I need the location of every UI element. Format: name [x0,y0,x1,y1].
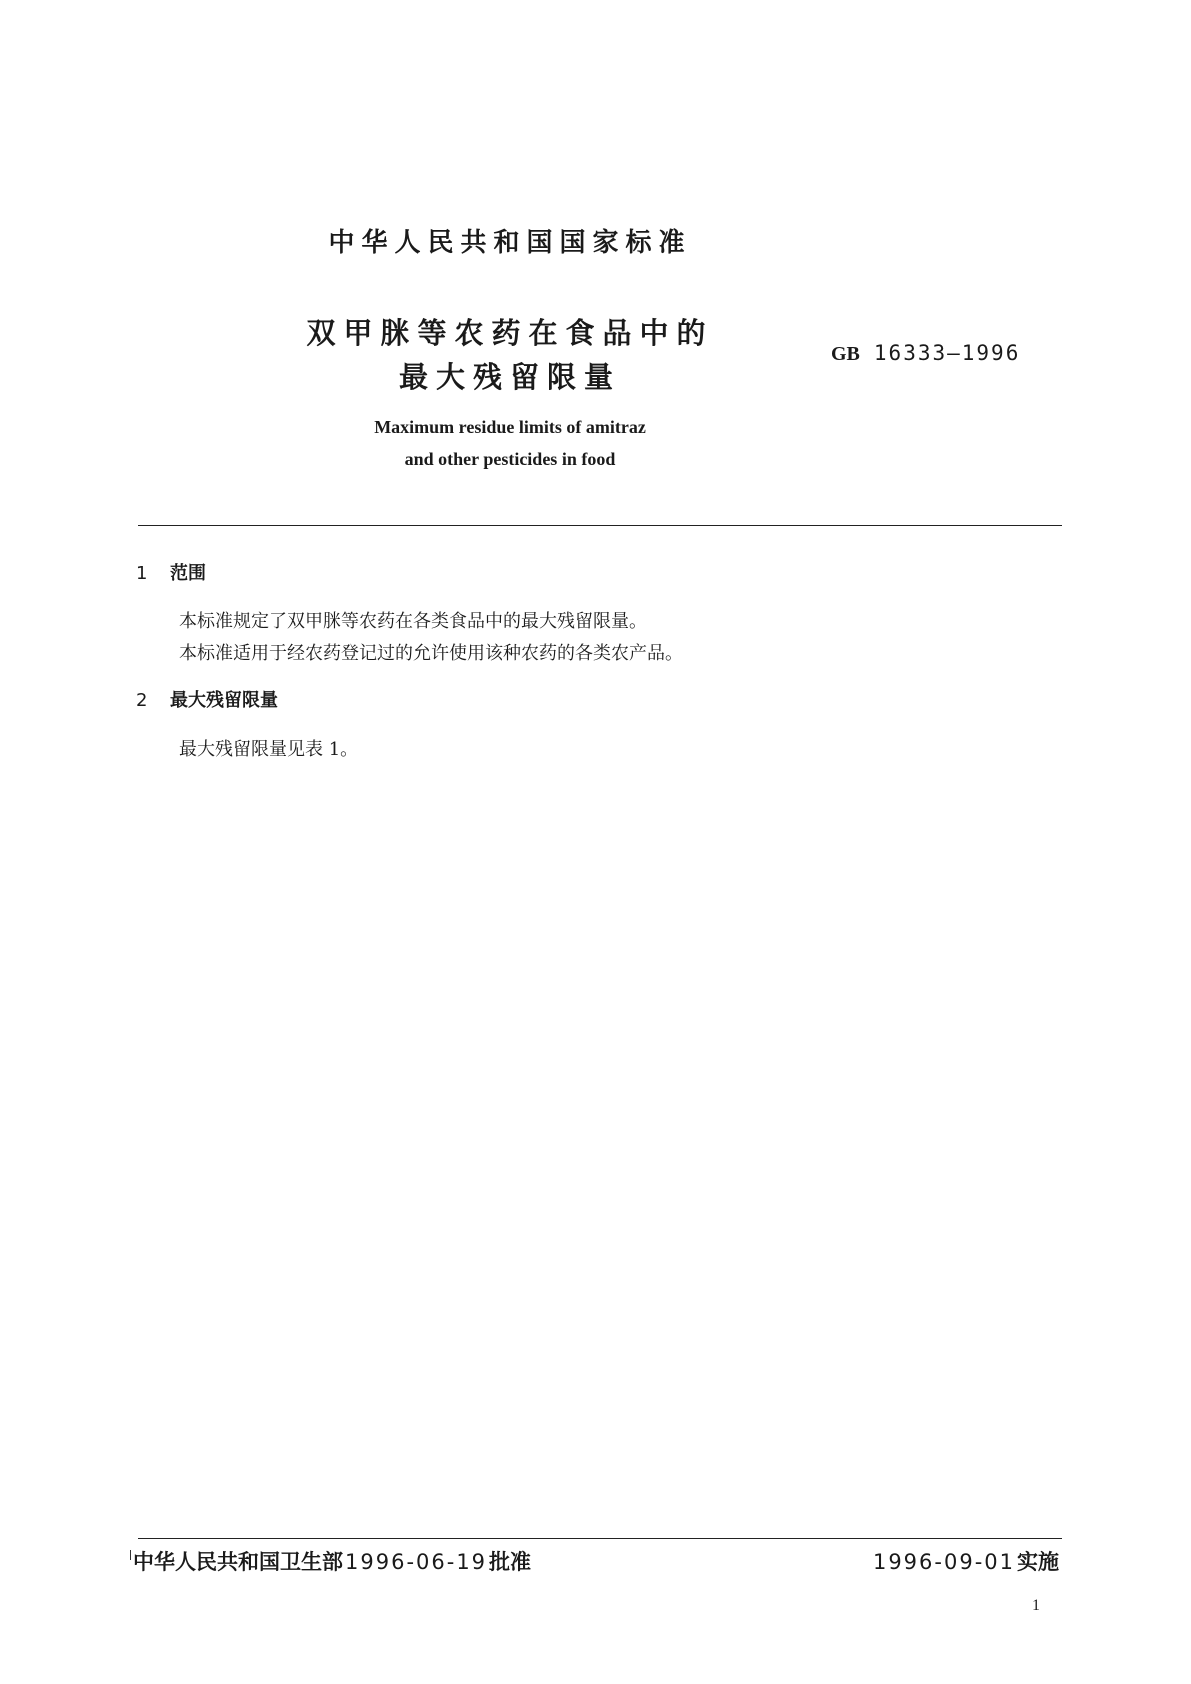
approval-date: 1996-06-19 [345,1550,488,1574]
mrl-paragraph-1: 最大残留限量见表 1。 [179,739,359,760]
page-number: 1 [1032,1597,1040,1614]
standard-title-line-1: 双甲脒等农药在食品中的 [306,316,714,350]
section-number: 2 [136,690,148,711]
footer-divider [138,1538,1062,1539]
section-title: 范围 [170,563,206,584]
scan-mark [130,1550,131,1560]
standard-title-line-2: 最大残留限量 [398,360,621,394]
scope-paragraph-1: 本标准规定了双甲脒等农药在各类食品中的最大残留限量。 [179,611,647,632]
section-heading-mrl [136,686,278,712]
effective-suffix: 实施 [1017,1550,1059,1574]
standard-code-number: 16333—1996 [873,341,1021,365]
approval-statement [133,1546,531,1576]
section-number: 1 [136,563,148,584]
standard-code [831,341,1020,366]
effective-statement [873,1546,1059,1576]
approval-suffix: 批准 [489,1550,532,1574]
scope-paragraph-2: 本标准适用于经农药登记过的允许使用该种农药的各类农产品。 [179,643,683,664]
standard-code-prefix: GB [831,343,860,365]
header-divider [138,525,1062,526]
approver-name: 中华人民共和国卫生部 [133,1550,343,1574]
english-title-line-1: Maximum residue limits of amitraz [374,417,646,437]
english-title-line-2: and other pesticides in food [404,449,616,469]
effective-date: 1996-09-01 [872,1550,1015,1574]
section-title: 最大残留限量 [170,690,278,711]
section-heading-scope [136,559,206,585]
national-standard-label: 中华人民共和国国家标准 [328,228,692,258]
